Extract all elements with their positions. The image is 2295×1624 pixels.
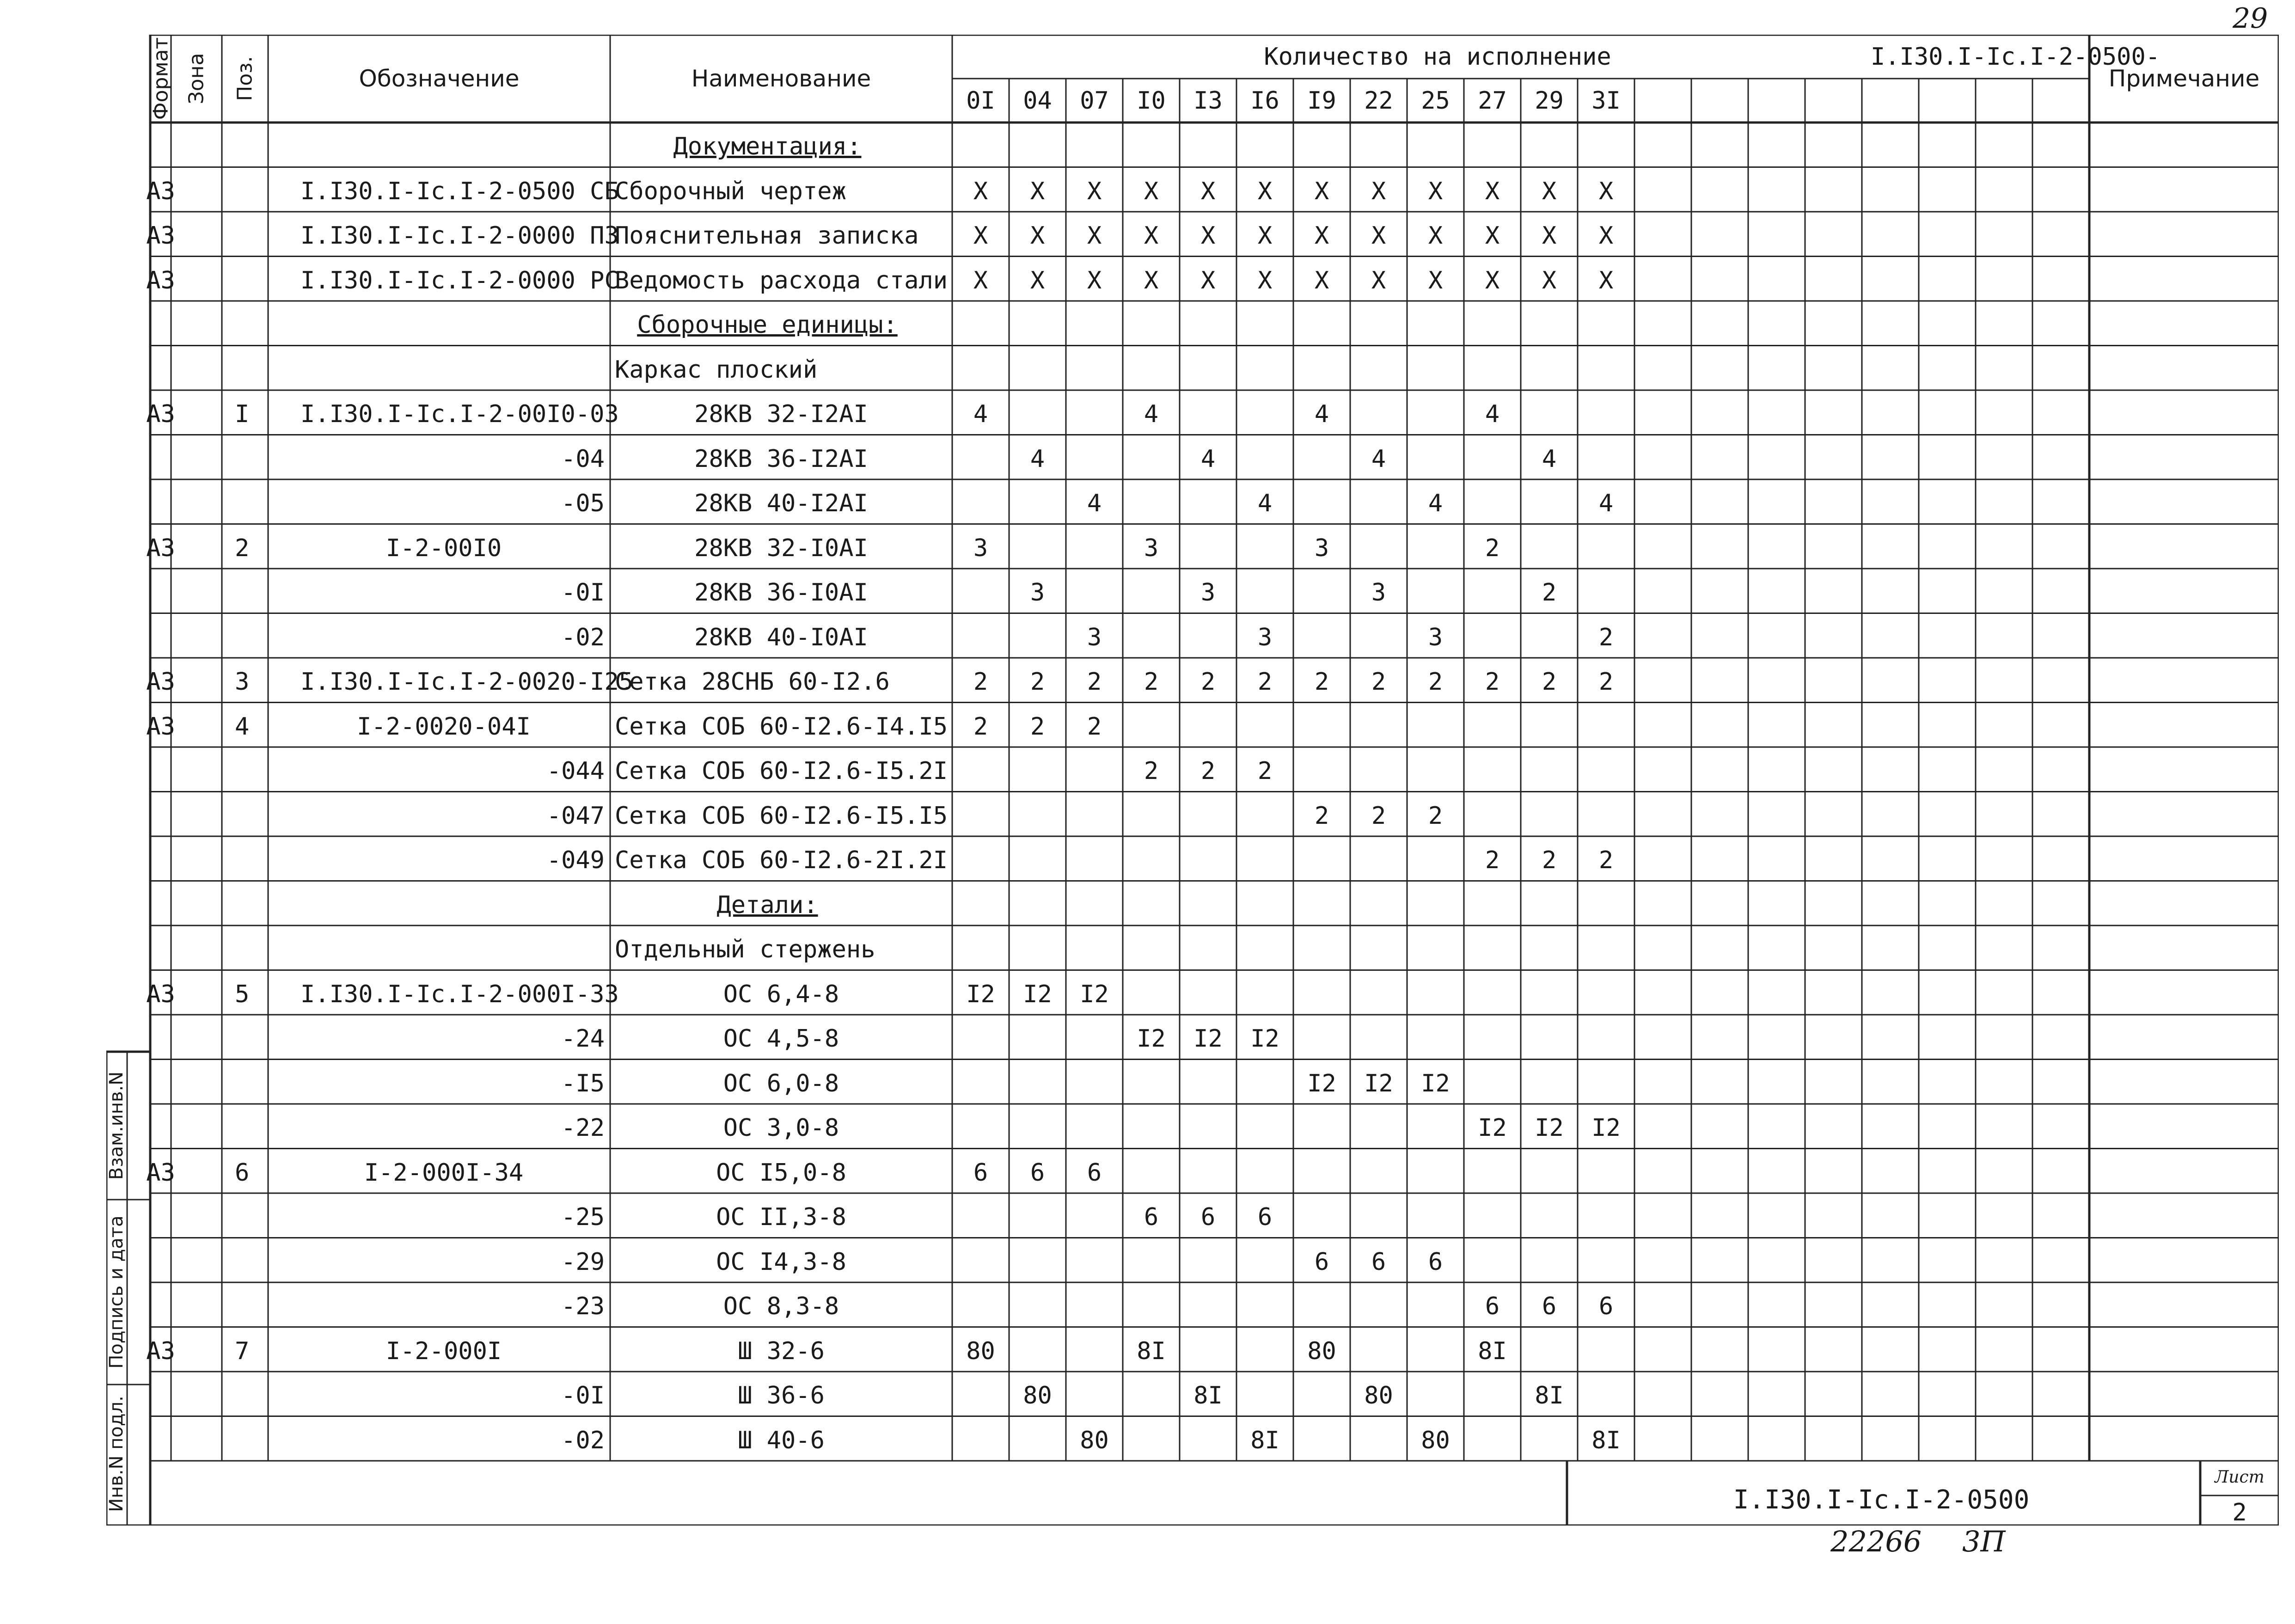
stamp-sheet-label: Лист [2215,1468,2264,1487]
header-version-11: 3I [1591,86,1621,115]
row-quantity: 2 [1087,712,1102,741]
row-name: Сетка СОБ 60-I2.6-2I.2I [615,846,948,875]
row-pos: I [235,400,250,429]
row-quantity: 2 [1485,846,1500,875]
row-name: Отдельный стержень [615,936,875,964]
row-name: ОС 3,0-8 [723,1114,839,1142]
row-quantity: I2 [1250,1025,1279,1053]
row-quantity: 6 [1030,1158,1045,1187]
row-quantity: X [1542,177,1557,205]
row-section-title: Документация: [673,133,862,161]
row-quantity: 2 [1485,534,1500,562]
row-quantity: 8I [1137,1337,1166,1365]
row-section-title: Сборочные единицы: [637,311,898,339]
row-designation: -22 [561,1114,605,1142]
specification-sheet [106,35,2279,1526]
row-quantity: 2 [1371,668,1386,696]
row-name: ОС 6,4-8 [723,980,839,1008]
row-pos: 7 [235,1337,250,1365]
row-quantity: 80 [1421,1426,1450,1454]
row-designation: I-2-00I0 [386,534,502,562]
row-name: 28КВ 36-I0AI [694,579,868,607]
row-quantity: X [1428,222,1443,250]
row-format: A3 [146,400,175,429]
row-quantity: X [1030,222,1045,250]
row-quantity: 80 [1023,1382,1052,1410]
row-designation: -047 [546,802,605,830]
row-quantity: X [1144,222,1159,250]
header-zone: Зона [184,53,208,104]
row-name: Пояснительная записка [615,222,919,250]
header-quantity-for-version: Количество на исполнение [1264,43,1611,71]
row-name: Сборочный чертеж [615,177,846,205]
row-quantity: 80 [1307,1337,1336,1365]
row-quantity: I2 [1137,1025,1166,1053]
row-format: A3 [146,222,175,250]
row-quantity: 2 [1314,668,1329,696]
row-quantity: 80 [1080,1426,1109,1454]
header-version-9: 27 [1478,86,1507,115]
header-pos: Поз. [233,56,257,101]
row-quantity: X [1314,266,1329,294]
row-quantity: X [1598,266,1614,294]
header-version-1: 04 [1023,86,1052,115]
row-designation: I.I30.I-Ic.I-2-0000 РС [300,266,619,294]
row-quantity: 2 [1371,802,1386,830]
row-name: Сетка СОБ 60-I2.6-I5.I5 [615,802,948,830]
row-quantity: X [1598,177,1614,205]
row-quantity: X [1314,222,1329,250]
header-name: Наименование [691,65,871,92]
row-quantity: X [1598,222,1614,250]
row-designation: -049 [546,846,605,875]
row-quantity: 4 [1200,445,1216,473]
row-quantity: 8I [1193,1382,1223,1410]
row-quantity: 2 [1598,623,1614,651]
row-quantity: 6 [1144,1203,1159,1232]
row-designation: -29 [561,1248,605,1276]
row-quantity: 6 [1542,1293,1557,1321]
row-quantity: 2 [1257,668,1273,696]
row-quantity: 2 [1428,802,1443,830]
row-designation: -0I [561,579,605,607]
side-stamp-sign-date: Подпись и дата [106,1215,127,1369]
header-note: Примечание [2108,65,2260,92]
row-pos: 6 [235,1158,250,1187]
row-quantity: X [1371,222,1386,250]
row-quantity: 4 [1428,490,1443,518]
row-quantity: 3 [1314,534,1329,562]
row-quantity: 2 [973,712,988,741]
row-quantity: I2 [1591,1114,1621,1142]
side-stamp-inv-orig: Инв.N подл. [106,1396,127,1512]
row-quantity: 3 [1144,534,1159,562]
header-version-3: I0 [1137,86,1166,115]
row-quantity: 2 [1542,668,1557,696]
row-quantity: X [1428,266,1443,294]
row-quantity: 2 [1257,757,1273,785]
row-designation: I.I30.I-Ic.I-2-000I-33 [300,980,619,1008]
row-quantity: 6 [1428,1248,1443,1276]
row-quantity: X [1200,222,1216,250]
header-version-5: I6 [1250,86,1279,115]
row-quantity: X [1144,177,1159,205]
row-quantity: 4 [1087,490,1102,518]
row-name: Каркас плоский [615,355,818,384]
row-quantity: X [1257,266,1273,294]
row-quantity: 3 [1428,623,1443,651]
corner-page-number: 29 [2233,2,2268,35]
row-quantity: 6 [1314,1248,1329,1276]
row-quantity: 4 [1598,490,1614,518]
archive-number: 22266 [1830,1525,1922,1558]
row-quantity: X [973,177,988,205]
row-format: A3 [146,668,175,696]
row-quantity: X [973,222,988,250]
row-name: Сетка СОБ 60-I2.6-I5.2I [615,757,948,785]
row-quantity: I2 [1080,980,1109,1008]
row-designation: I.I30.I-Ic.I-2-0500 СБ [300,177,619,205]
row-designation: -25 [561,1203,605,1232]
row-quantity: 3 [1200,579,1216,607]
row-quantity: 3 [973,534,988,562]
header-version-6: I9 [1307,86,1336,115]
row-quantity: I2 [1478,1114,1507,1142]
row-pos: 2 [235,534,250,562]
header-version-4: I3 [1193,86,1223,115]
row-quantity: 6 [1598,1293,1614,1321]
row-designation: -23 [561,1293,605,1321]
header-version-8: 25 [1421,86,1450,115]
row-quantity: X [1200,266,1216,294]
row-designation: -05 [561,490,605,518]
header-version-2: 07 [1080,86,1109,115]
row-quantity: X [1542,266,1557,294]
row-designation: I.I30.I-Ic.I-2-00I0-03 [300,400,619,429]
row-quantity: I2 [1535,1114,1564,1142]
row-pos: 4 [235,712,250,741]
row-quantity: 2 [1314,802,1329,830]
row-quantity: 2 [1542,579,1557,607]
row-quantity: X [1485,177,1500,205]
row-name: Сетка СОБ 60-I2.6-I4.I5 [615,712,948,741]
row-name: ОС 4,5-8 [723,1025,839,1053]
row-quantity: I2 [1193,1025,1223,1053]
row-quantity: I2 [1421,1069,1450,1097]
row-name: 28КВ 32-I0AI [694,534,868,562]
row-quantity: 4 [1371,445,1386,473]
row-quantity: X [1030,266,1045,294]
row-quantity: 4 [1314,400,1329,429]
row-designation: -02 [561,1426,605,1454]
row-quantity: 80 [1364,1382,1393,1410]
row-quantity: 80 [966,1337,995,1365]
row-name: ОС I5,0-8 [716,1158,846,1187]
row-quantity: 8I [1591,1426,1621,1454]
header-format: Формат [149,37,172,120]
row-quantity: 4 [1257,490,1273,518]
row-format: A3 [146,1158,175,1187]
row-quantity: X [1485,266,1500,294]
row-format: A3 [146,534,175,562]
row-quantity: 3 [1087,623,1102,651]
row-quantity: 6 [1485,1293,1500,1321]
row-quantity: X [1371,177,1386,205]
row-quantity: X [973,266,988,294]
row-quantity: X [1087,222,1102,250]
row-designation: -044 [546,757,605,785]
row-quantity: 2 [1030,668,1045,696]
row-quantity: X [1428,177,1443,205]
row-name: Ш 40-6 [738,1426,825,1454]
row-quantity: I2 [1023,980,1052,1008]
row-quantity: 3 [1030,579,1045,607]
row-format: A3 [146,712,175,741]
row-designation: I-2-000I-34 [364,1158,524,1187]
row-quantity: 6 [973,1158,988,1187]
row-designation: -04 [561,445,605,473]
row-format: A3 [146,266,175,294]
row-name: ОС 6,0-8 [723,1069,839,1097]
row-designation: I-2-0020-04I [357,712,531,741]
row-name: 28КВ 40-I2AI [694,490,868,518]
row-quantity: X [1144,266,1159,294]
row-quantity: 2 [1200,757,1216,785]
row-quantity: 6 [1371,1248,1386,1276]
row-quantity: 4 [1144,400,1159,429]
row-quantity: 2 [1485,668,1500,696]
row-quantity: X [1200,177,1216,205]
row-designation: -I5 [561,1069,605,1097]
stamp-sheet-number: 2 [2232,1499,2247,1526]
side-stamp-replaces-inv: Взам.инв.N [106,1071,127,1180]
row-quantity: 8I [1250,1426,1279,1454]
row-section-title: Детали: [716,891,818,919]
row-quantity: 2 [1087,668,1102,696]
row-name: ОС I4,3-8 [716,1248,846,1276]
row-pos: 5 [235,980,250,1008]
row-quantity: 2 [1598,668,1614,696]
row-designation: I-2-000I [386,1337,502,1365]
row-quantity: 2 [1542,846,1557,875]
row-name: Ш 36-6 [738,1382,825,1410]
row-quantity: 2 [1144,668,1159,696]
header-version-10: 29 [1535,86,1564,115]
row-quantity: X [1485,222,1500,250]
row-quantity: 4 [1030,445,1045,473]
row-name: 28КВ 40-I0AI [694,623,868,651]
row-quantity: 6 [1087,1158,1102,1187]
row-quantity: 2 [1428,668,1443,696]
row-designation: I.I30.I-Ic.I-2-0020-I25 [300,668,634,696]
row-name: 28КВ 36-I2AI [694,445,868,473]
header-designation: Обозначение [359,65,520,92]
header-version-7: 22 [1364,86,1393,115]
row-quantity: X [1257,177,1273,205]
row-quantity: 6 [1200,1203,1216,1232]
row-name: Сетка 28СНБ 60-I2.6 [615,668,890,696]
row-name: ОС II,3-8 [716,1203,846,1232]
row-quantity: X [1371,266,1386,294]
row-quantity: I2 [1364,1069,1393,1097]
row-quantity: 3 [1371,579,1386,607]
row-name: Ш 32-6 [738,1337,825,1365]
row-designation: -0I [561,1382,605,1410]
row-designation: -02 [561,623,605,651]
row-quantity: I2 [1307,1069,1336,1097]
row-name: 28КВ 32-I2AI [694,400,868,429]
row-quantity: X [1030,177,1045,205]
header-version-0: 0I [966,86,995,115]
row-format: A3 [146,980,175,1008]
row-quantity: I2 [966,980,995,1008]
row-quantity: X [1087,177,1102,205]
row-quantity: X [1542,222,1557,250]
row-quantity: 8I [1478,1337,1507,1365]
row-quantity: 8I [1535,1382,1564,1410]
row-quantity: 2 [1144,757,1159,785]
row-quantity: 2 [1598,846,1614,875]
row-quantity: 6 [1257,1203,1273,1232]
table-grid [106,35,2279,1526]
row-quantity: 4 [1485,400,1500,429]
stamp-document-number: I.I30.I-Ic.I-2-0500 [1733,1485,2030,1515]
row-quantity: X [1314,177,1329,205]
row-quantity: X [1257,222,1273,250]
row-quantity: 3 [1257,623,1273,651]
row-format: A3 [146,1337,175,1365]
row-designation: -24 [561,1025,605,1053]
row-designation: I.I30.I-Ic.I-2-0000 ПЗ [300,222,619,250]
header-base-designation: I.I30.I-Ic.I-2-0500- [1870,43,2160,71]
row-quantity: 2 [1200,668,1216,696]
row-name: Ведомость расхода стали [615,266,948,294]
row-quantity: 4 [973,400,988,429]
row-name: ОС 8,3-8 [723,1293,839,1321]
row-pos: 3 [235,668,250,696]
row-quantity: 2 [973,668,988,696]
archive-suffix: 3П [1962,1525,2006,1558]
row-quantity: 4 [1542,445,1557,473]
row-quantity: X [1087,266,1102,294]
row-quantity: 2 [1030,712,1045,741]
row-format: A3 [146,177,175,205]
